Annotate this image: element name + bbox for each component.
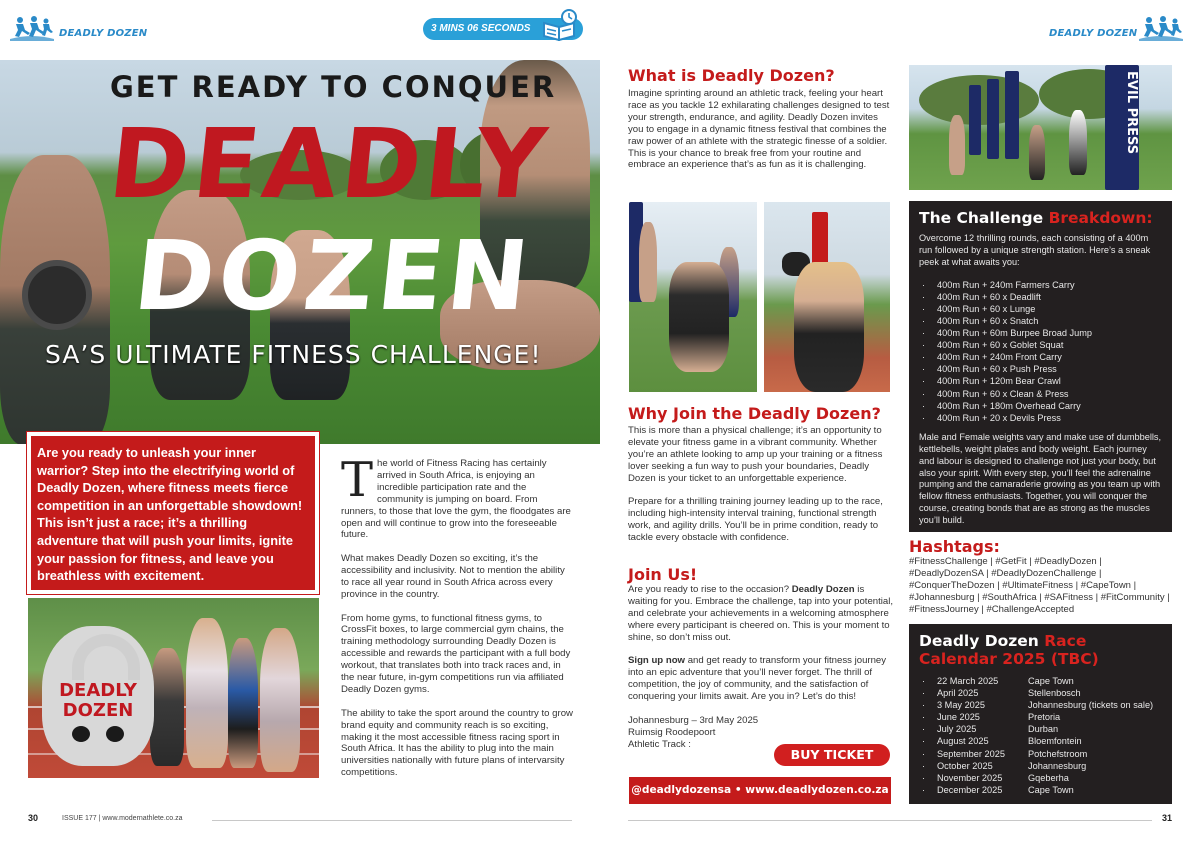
kettlebell-skull-logo: DEADLY DOZEN <box>42 626 154 766</box>
buy-ticket-button[interactable]: BUY TICKET <box>774 744 890 766</box>
brand-name-left: DEADLY DOZEN <box>59 28 148 39</box>
what-is-text: Imagine sprinting around an athletic track, feeling your heart race as you tackle 12 exhilarating challenges designed to test your strength, endurance, and agility. Deadly Dozen invites you to engage in a dynamic fitness festival that combines the raw power of an athlete with the strategic finesse of a soldier. This is your chance to break free from your routine and embrace an experience that’s as fun as it is challenging. <box>628 88 890 171</box>
challenge-title: The Challenge Breakdown: <box>919 209 1153 227</box>
hashtags-heading: Hashtags: <box>909 537 1000 556</box>
runners-logo-icon <box>10 15 54 41</box>
hero-kicker: GET READY TO CONQUER <box>110 70 557 104</box>
intro-callout: Are you ready to unleash your inner warrior? Step into the electrifying world of Deadly Dozen, where fitness meets fierce competition in an unforgettable showdown! This isn’t just a race; it’s a thrilling adventure that will push your limits, ignite your passion for fitness, and leave you breathless with excitement. <box>27 432 319 594</box>
race-calendar-box <box>909 624 1172 804</box>
article-paragraph-1: he world of Fitness Racing has certainly arrived in South Africa, is enjoying an incredible participation rate and the community is jumping on board. From runners, to those that love the gym, the floodgates are open and will continue to grow into the foreseeable future. <box>341 458 571 541</box>
social-links-bar[interactable]: @deadlydozensa • www.deadlydozen.co.za <box>629 777 891 804</box>
left-article <box>341 452 573 791</box>
join-us-text <box>628 584 896 750</box>
list-item: · December 2025 Cape Town <box>922 784 1074 795</box>
list-item: · 400m Run + 60 x Deadlift <box>919 291 1162 303</box>
list-item: · November 2025 Gqeberha <box>922 772 1069 783</box>
list-item: · October 2025 Johannesburg <box>922 760 1087 771</box>
race-photo <box>28 598 319 778</box>
join-us-heading: Join Us! <box>628 565 698 584</box>
article-paragraph-4: The ability to take the sport around the country to grow brand equity and community reach is so exciting, making it the most accessible fitness racing sport in South Africa. It has the ability to plug into the main universities nationally with future plans of intervarsity competitions. <box>341 707 573 779</box>
event-field-photo <box>909 65 1172 190</box>
list-item: · April 2025 Stellenbosch <box>922 688 1081 699</box>
why-join-text <box>628 425 896 556</box>
join-us-paragraph-2: Sign up now and get ready to transform your fitness journey into an epic adventure that you’ll never forget. The thrill of competition, the joy of community, and the satisfaction of conquering your limits await. Are you in? Let’s do this! <box>628 655 887 703</box>
svg-text:EVIL PRESS: EVIL PRESS <box>1124 71 1139 155</box>
list-item: · 400m Run + 60m Burpee Broad Jump <box>919 327 1162 339</box>
page-number-left: 30 <box>28 813 39 823</box>
hero-photo <box>0 60 600 444</box>
page-number-right: 31 <box>1162 813 1173 823</box>
list-item: · 400m Run + 180m Overhead Carry <box>919 400 1162 412</box>
list-item: · July 2025 Durban <box>922 724 1059 735</box>
article-paragraph-3: From home gyms, to functional fitness gyms, to CrossFit boxes, to large commercial gym chains, the training methodology surrounding Deadly Dozen is accessible and rewards the participant with a full body workout, that translates both into track races and, in the near future, in-gym competitions run via affiliated Deadly Dozen gyms. <box>341 612 571 695</box>
calendar-list <box>919 675 1162 796</box>
why-join-heading: Why Join the Deadly Dozen? <box>628 404 881 423</box>
hashtags-list: #FitnessChallenge | #GetFit | #DeadlyDozen | #DeadlyDozenSA | #DeadlyDozenChallenge | #ConquerTheDozen | #UltimateFitness | #CapeTown | #Johannesburg | #SouthAfrica | #SAFitness | #FitCommunity | #FitnessJourney | #ChallengeAccepted <box>909 556 1170 616</box>
challenge-rounds-list <box>919 279 1162 424</box>
read-time-badge: 3 MINS 06 SECONDS <box>423 18 583 40</box>
list-item: · 22 March 2025 Cape Town <box>922 676 1074 686</box>
list-item: · September 2025 Potchefstroom <box>922 748 1088 759</box>
hero-title-deadly: DEADLY <box>104 108 555 220</box>
event-details: Johannesburg – 3rd May 2025 Ruimsig Roodepoort Athletic Track : <box>628 714 759 750</box>
issue-info: ISSUE 177 | www.modernathlete.co.za <box>62 815 183 822</box>
footer-rule-left <box>212 820 572 821</box>
runners-logo-icon <box>1139 15 1183 41</box>
list-item: · 400m Run + 240m Farmers Carry <box>919 279 1162 291</box>
hero-subtitle: SA’S ULTIMATE FITNESS CHALLENGE! <box>45 340 542 369</box>
challenge-breakdown-box <box>909 201 1172 532</box>
list-item: · 400m Run + 60 x Lunge <box>919 303 1162 315</box>
footer-rule-right <box>628 820 1152 821</box>
calendar-title: Deadly Dozen Race Calendar 2025 (TBC) <box>919 632 1099 668</box>
list-item: · 400m Run + 60 x Clean & Press <box>919 388 1162 400</box>
overhead-press-photo <box>764 202 890 392</box>
list-item: · August 2025 Bloemfontein <box>922 736 1082 747</box>
list-item: · June 2025 Pretoria <box>922 712 1061 723</box>
what-is-heading: What is Deadly Dozen? <box>628 66 835 85</box>
list-item: · 3 May 2025 Johannesburg (tickets on sale) <box>922 700 1154 711</box>
article-paragraph-2: What makes Deadly Dozen so exciting, it’s the accessibility and inclusivity. Not to mention the ability to race all year round in South Africa across every province in the country. <box>341 553 565 600</box>
brand-name-right: DEADLY DOZEN <box>1049 28 1138 39</box>
list-item: · 400m Run + 240m Front Carry <box>919 351 1162 363</box>
list-item: · 400m Run + 60 x Goblet Squat <box>919 339 1162 351</box>
list-item: · 400m Run + 20 x Devils Press <box>919 412 1162 424</box>
book-clock-icon <box>542 9 578 41</box>
why-join-paragraph-1: This is more than a physical challenge; it’s an opportunity to elevate your fitness game in a vibrant community. Whether you’re an athlete looking to amp up your training or a fitness lover seeking a fun way to push your boundaries, Deadly Dozen is your ticket to an unforgettable experience. <box>628 425 883 484</box>
list-item: · 400m Run + 120m Bear Crawl <box>919 375 1162 387</box>
join-us-paragraph-1: Are you ready to rise to the occasion? Deadly Dozen is waiting for you. Embrace the challenge, tap into your potential, and celebrate your achievements in a welcoming atmosphere where every participant is cheered on. This is your moment to shine, so don’t miss out. <box>628 584 894 643</box>
evil-press-banner <box>1105 65 1139 190</box>
challenge-outro: Male and Female weights vary and make use of dumbbells, kettlebells, weight plates and body weight. Each journey and labour is designed to challenge not just your body, but also your spirit. With every step, you’ll feel the adrenaline pumping and the camaraderie growing as you team up with fellow fitness enthusiasts. Together, you will conquer the course, creating bonds that are as strong as the muscles you’ll build. <box>919 431 1162 526</box>
dropcap: T <box>341 452 374 508</box>
list-item: · 400m Run + 60 x Snatch <box>919 315 1162 327</box>
hero-title-dozen: DOZEN <box>129 220 538 332</box>
list-item: · 400m Run + 60 x Push Press <box>919 363 1162 375</box>
why-join-paragraph-2: Prepare for a thrilling training journey leading up to the race, including high-intensity interval training, functional strength work, and agility drills. You’ll be in prime condition, ready to tackle every obstacle with confidence. <box>628 496 883 544</box>
challenge-intro: Overcome 12 thrilling rounds, each consisting of a 400m run followed by a unique strength station. Here’s a sneak peek at what awaits you: <box>919 233 1151 267</box>
goblet-squat-photo <box>629 202 757 392</box>
